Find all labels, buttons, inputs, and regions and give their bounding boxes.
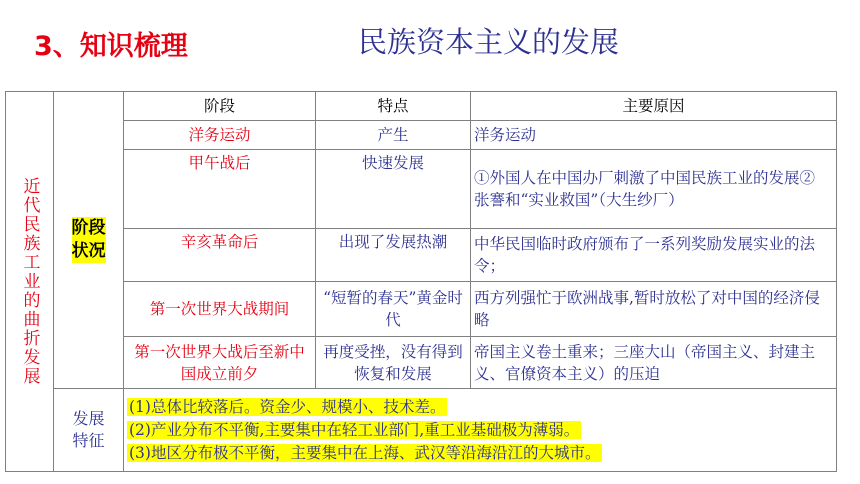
feature-cell: “短暂的春天”黄金时代 — [316, 282, 471, 336]
reason-cell: 中华民国临时政府颁布了一系列奖励发展实业的法令； — [471, 229, 837, 282]
header-reason: 主要原因 — [471, 92, 837, 121]
slide-title: 民族资本主义的发展 — [358, 25, 620, 59]
header-stage: 阶段 — [124, 92, 316, 121]
reason-cell: 帝国主义卷土重来；三座大山（帝国主义、封建主义、官僚资本主义）的压迫 — [471, 336, 837, 388]
development-features-label — [72, 409, 104, 450]
feature-item: (3)地区分布极不平衡，主要集中在上海、武汉等沿海沿江的大城市。 — [129, 444, 601, 463]
stage-cell: 第一次世界大战后至新中国成立前夕 — [124, 336, 316, 388]
feature-cell: 再度受挫，没有得到恢复和发展 — [316, 336, 471, 388]
feature-item: (1)总体比较落后。资金少、规模小、技术差。 — [129, 398, 446, 417]
stage-status-label — [72, 217, 106, 263]
development-features-label-line1: 发展 — [72, 409, 105, 429]
header-feature: 特点 — [316, 92, 471, 121]
feature-cell: 产生 — [316, 121, 471, 150]
knowledge-table — [5, 91, 837, 472]
section-heading: 3、知识梳理 — [34, 31, 188, 62]
stage-status-cell — [54, 92, 124, 389]
table-row — [6, 282, 837, 336]
development-features-label-cell — [54, 389, 124, 472]
stage-cell: 洋务运动 — [124, 121, 316, 150]
development-features-label-line2: 特征 — [72, 431, 105, 451]
features-row — [6, 389, 837, 472]
table-row — [6, 121, 837, 150]
feature-cell: 出现了发展热潮 — [316, 229, 471, 282]
table-header-row — [6, 92, 837, 121]
stage-cell: 辛亥革命后 — [124, 229, 316, 282]
side-label: 近代民族工业的曲折发展 — [6, 92, 54, 472]
table-row — [6, 229, 837, 282]
stage-status-label-line2: 状况 — [71, 241, 106, 262]
feature-cell: 快速发展 — [316, 150, 471, 229]
table-row — [6, 150, 837, 229]
stage-cell: 第一次世界大战期间 — [124, 282, 316, 336]
development-features-list — [124, 389, 837, 472]
reason-cell: 洋务运动 — [471, 121, 837, 150]
feature-item: (2)产业分布不平衡,主要集中在轻工业部门,重工业基础极为薄弱。 — [129, 421, 580, 440]
stage-cell: 甲午战后 — [124, 150, 316, 229]
table-row — [6, 336, 837, 388]
reason-cell: ①外国人在中国办厂刺激了中国民族工业的发展② 张謇和“实业救国”（大生纱厂） — [471, 150, 837, 229]
reason-cell: 西方列强忙于欧洲战事,暂时放松了对中国的经济侵略 — [471, 282, 837, 336]
stage-status-label-line1: 阶段 — [71, 218, 106, 239]
